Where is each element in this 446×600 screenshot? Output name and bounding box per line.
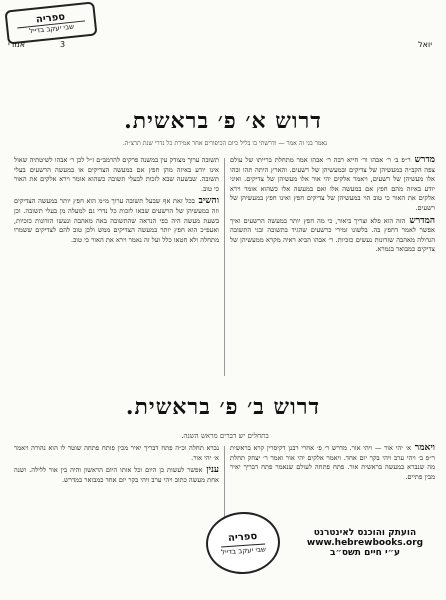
section2-left-column bbox=[14, 444, 219, 518]
paragraph bbox=[14, 444, 219, 463]
column-divider bbox=[224, 158, 225, 376]
paragraph-text: א׳ יהי אור — ויהי אור. מדרש ר׳ פ׳ אחרי רבנן דקיסרין קרא בראשית ר״פ ב׳ ויהי ערב ויהי בקר יום אחד. ויאמר אלקים יהי אור ואמר ר׳ יצחק תחלת מה שנברא במעשה בראשית אור. פתח פתחה לעולם שנאמר פתח דבריך יאיר מבין פתיים. bbox=[230, 444, 435, 481]
paragraph-text: נברא תחלה וכ״ה פתח דבריך יאיר מכין פותח פתחה שוטר לו הוא נהורה ויאמר א׳ יהי אור. bbox=[14, 444, 219, 462]
stamp-line2: שבי יעקב בדייל bbox=[17, 20, 86, 37]
section1-title: דרוש א׳ פ׳ בראשית. bbox=[124, 108, 322, 134]
section1-left-column bbox=[14, 156, 219, 378]
paragraph bbox=[14, 466, 219, 485]
paragraph-text: בכל זאת אף שבעל תשובה ערוך מ״מ הוא חפץ יותר במעשה הצדיקים וזה במעשיהן של הרשעים שבאו לזכות כל נדרי גם למעלה מן בעלי תשובה. וכן בשעת מעשה היה כפי הנראה שהתשובה באה מאהבה ונעשו הזדונות כזכיות, ואעפ״כ הוא חפץ יותר במעשה הצדיקים ממש ולכן טוב להם לצדיקים ששמרו מתחלה ולא חטאו כלל ועל זה נאמר וירא את האור כי טוב. bbox=[14, 197, 219, 244]
running-header-left: אמרי bbox=[8, 40, 26, 49]
stamp-line1: ספריה bbox=[227, 530, 258, 544]
paragraph-lead-word: מדרש bbox=[410, 156, 435, 165]
paragraph bbox=[14, 156, 219, 194]
section2-note: בתחלים יש דברים מראש השנה. bbox=[181, 432, 269, 440]
paragraph-text: אפשר לעשות כן היום וכל אותו היום הראשון והיה בין אור ללילה. ושנה אחת מעשה כתוב ויהי ערב ויהי בקר יום אחד כמבואר במדרש. bbox=[14, 466, 219, 484]
paragraph-lead-word: ענין bbox=[202, 465, 219, 476]
paragraph-lead-word: ויאמר bbox=[411, 444, 435, 453]
stamp-line1: ספריה bbox=[35, 11, 66, 26]
paragraph-lead-word: והשיב bbox=[194, 196, 219, 207]
page-number: 3 bbox=[60, 40, 66, 49]
credit-line3: ע״י חיים תשס״ב bbox=[329, 548, 401, 558]
credit-website-link[interactable]: www.hebrewbooks.org bbox=[306, 538, 424, 548]
paragraph-text: ר״פ ב׳ ר׳ אבהו ור׳ חייא רבה ר׳ אבהו אמר מתחלת ברייתו של עולם צפה הקב״ה במעשיהן של צדיקים ובמעשיהן של רשעים. והארץ היתה תהו ובהו אלו מעשיהן של רשעים, ויאמר אלקים יהי אור אלו מעשיהן של צדיקים. ואיני יודע באיזה מהם חפץ אם במעשה אלו ואם במעשה אלו כשהוא אומר וירא אלקים את האור כי טוב הוי במעשיהן של צדיקים חפץ ואינו חפץ במעשיהן של רשעים. bbox=[230, 156, 435, 212]
paragraph bbox=[14, 197, 219, 245]
paragraph-text: תשובה ערוך מצודק עין במשנה פרקים להרמב״ם ז״ל לכן ר׳ אבהו לשיטתיה שאול אינו יודע באיזה מהן חפץ אם במעשה הצדיקים או במעשה הרשעים בעלי תשובה. שבשעה שבא לזכות לבעלי תשובה כשהוא אומר וירא אלקים את האור כי טוב. bbox=[14, 156, 219, 193]
section2-title: דרוש ב׳ פ׳ בראשית. bbox=[125, 394, 321, 420]
running-header-right: יואל bbox=[418, 40, 432, 49]
paragraph bbox=[230, 156, 435, 214]
digitization-credit bbox=[290, 528, 440, 558]
paragraph-text: הזה הוא פלא וצריך ביאור, כי מה חפץ יותר במעשה הרשעים ואיך אפשר לאמר דחפץ בה. בלשונו זמירי כרשעים שהגיד בתשובה ובגי התשובה הגדולה מאהבה שזדונות נעשים כזכיות. ר׳ אבהו הביא ראיה מקרא ממעשיהן של צדיקים כמבואר בגמרא. bbox=[230, 216, 435, 254]
paragraph-lead-word: המדרש bbox=[405, 215, 435, 226]
section1-right-column bbox=[230, 156, 435, 378]
credit-line1: הועתק והוכנס לאינטרנט bbox=[313, 528, 417, 538]
library-stamp-top bbox=[4, 1, 97, 44]
stamp-line2: שבי יעקב בדייל bbox=[220, 544, 267, 557]
paragraph bbox=[230, 217, 435, 255]
section1-note: נאמר בגי זה אמר — ודרשתי בו בליל כיום הכיפורים אחר אמירת כל נדרי שנת תרצ״ה. bbox=[122, 140, 328, 147]
paragraph bbox=[230, 444, 435, 482]
